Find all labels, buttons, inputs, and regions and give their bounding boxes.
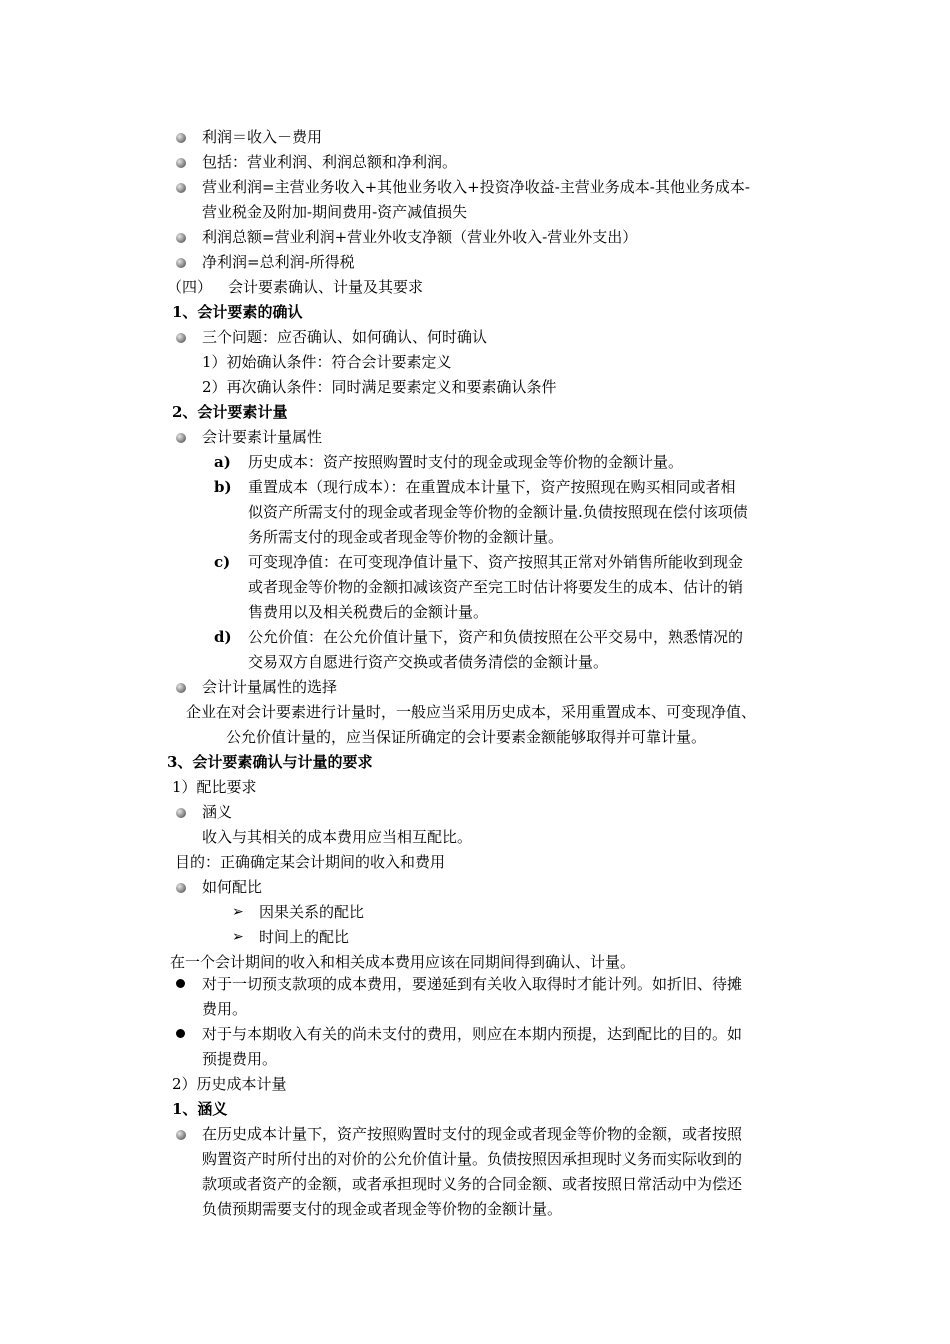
text-line: 1）初始确认条件：符合会计要素定义 <box>202 353 452 371</box>
text-line: 会计要素计量属性 <box>202 428 323 446</box>
arrow-bullet-icon: ➢ <box>232 904 244 920</box>
text-line: 净利润=总利润-所得税 <box>202 253 355 271</box>
section-number: （四） <box>167 278 213 296</box>
solid-bullet-icon <box>176 1029 185 1038</box>
text-line: 营业税金及附加-期间费用-资产减值损失 <box>202 203 468 221</box>
text-line: 时间上的配比 <box>259 928 350 946</box>
text-line: 务所需支付的现金或者现金等价物的金额计量。 <box>248 528 564 546</box>
text-line: 利润＝收入－费用 <box>202 128 323 146</box>
list-marker: a) <box>214 453 231 471</box>
text-line: 目的：正确确定某会计期间的收入和费用 <box>175 853 446 871</box>
text-line: 如何配比 <box>202 878 263 896</box>
list-marker: c) <box>214 553 231 571</box>
sphere-bullet-icon <box>176 1130 186 1140</box>
list-marker: b) <box>214 478 232 496</box>
text-line: 公允价值计量的，应当保证所确定的会计要素金额能够取得并可靠计量。 <box>226 728 707 746</box>
text-line: 费用。 <box>202 1000 248 1018</box>
text-line: 购置资产时所付出的对价的公允价值计量。负债按照因承担现时义务而实际收到的 <box>202 1150 743 1168</box>
section-title: 会计要素确认、计量及其要求 <box>228 278 424 296</box>
sphere-bullet-icon <box>176 158 186 168</box>
sphere-bullet-icon <box>176 683 186 693</box>
text-line: 收入与其相关的成本费用应当相互配比。 <box>202 828 473 846</box>
text-line: 预提费用。 <box>202 1050 278 1068</box>
text-line: 对于一切预支款项的成本费用，要递延到有关收入取得时才能计列。如折旧、待摊 <box>202 975 743 993</box>
text-line: 公允价值：在公允价值计量下，资产和负债按照在公平交易中，熟悉情况的 <box>248 628 744 646</box>
subsection-heading: 2、会计要素计量 <box>172 403 288 421</box>
text-line: 营业利润=主营业务收入+其他业务收入+投资净收益-主营业务成本-其他业务成本- <box>202 178 750 196</box>
text-line: 重置成本（现行成本）：在重置成本计量下，资产按照现在购买相同或者相 <box>248 478 736 496</box>
solid-bullet-icon <box>176 979 185 988</box>
sphere-bullet-icon <box>176 183 186 193</box>
text-line: 包括：营业利润、利润总额和净利润。 <box>202 153 458 171</box>
text-line: 负债预期需要支付的现金或者现金等价物的金额计量。 <box>202 1200 563 1218</box>
text-line: 在一个会计期间的收入和相关成本费用应该在同期间得到确认、计量。 <box>170 953 636 971</box>
text-line: 在历史成本计量下，资产按照购置时支付的现金或者现金等价物的金额，或者按照 <box>202 1125 743 1143</box>
text-line: 涵义 <box>202 803 233 821</box>
text-line: 交易双方自愿进行资产交换或者债务清偿的金额计量。 <box>248 653 609 671</box>
text-line: 2）历史成本计量 <box>172 1075 287 1093</box>
text-line: 款项或者资产的金额，或者承担现时义务的合同金额、或者按照日常活动中为偿还 <box>202 1175 743 1193</box>
text-line: 2）再次确认条件：同时满足要素定义和要素确认条件 <box>202 378 557 396</box>
text-line: 三个问题：应否确认、如何确认、何时确认 <box>202 328 488 346</box>
text-line: 企业在对会计要素进行计量时，一般应当采用历史成本，采用重置成本、可变现净值、 <box>186 703 757 721</box>
subsection-heading: 1、涵义 <box>172 1100 228 1118</box>
sphere-bullet-icon <box>176 258 186 268</box>
text-line: 售费用以及相关税费后的金额计量。 <box>248 603 489 621</box>
subsection-heading: 3、会计要素确认与计量的要求 <box>167 753 373 771</box>
sphere-bullet-icon <box>176 883 186 893</box>
sphere-bullet-icon <box>176 808 186 818</box>
text-line: 因果关系的配比 <box>259 903 365 921</box>
text-line: 会计计量属性的选择 <box>202 678 338 696</box>
text-line: 似资产所需支付的现金或者现金等价物的金额计量.负债按照现在偿付该项债 <box>248 503 748 521</box>
subsection-heading: 1、会计要素的确认 <box>172 303 303 321</box>
sphere-bullet-icon <box>176 233 186 243</box>
sphere-bullet-icon <box>176 333 186 343</box>
text-line: 对于与本期收入有关的尚未支付的费用，则应在本期内预提，达到配比的目的。如 <box>202 1025 743 1043</box>
text-line: 1）配比要求 <box>172 778 257 796</box>
sphere-bullet-icon <box>176 433 186 443</box>
sphere-bullet-icon <box>176 133 186 143</box>
arrow-bullet-icon: ➢ <box>232 929 244 945</box>
text-line: 可变现净值：在可变现净值计量下、资产按照其正常对外销售所能收到现金 <box>248 553 744 571</box>
list-marker: d) <box>214 628 232 646</box>
text-line: 或者现金等价物的金额扣减该资产至完工时估计将要发生的成本、估计的销 <box>248 578 744 596</box>
text-line: 历史成本：资产按照购置时支付的现金或现金等价物的金额计量。 <box>248 453 684 471</box>
text-line: 利润总额=营业利润+营业外收支净额（营业外收入-营业外支出） <box>202 228 638 246</box>
